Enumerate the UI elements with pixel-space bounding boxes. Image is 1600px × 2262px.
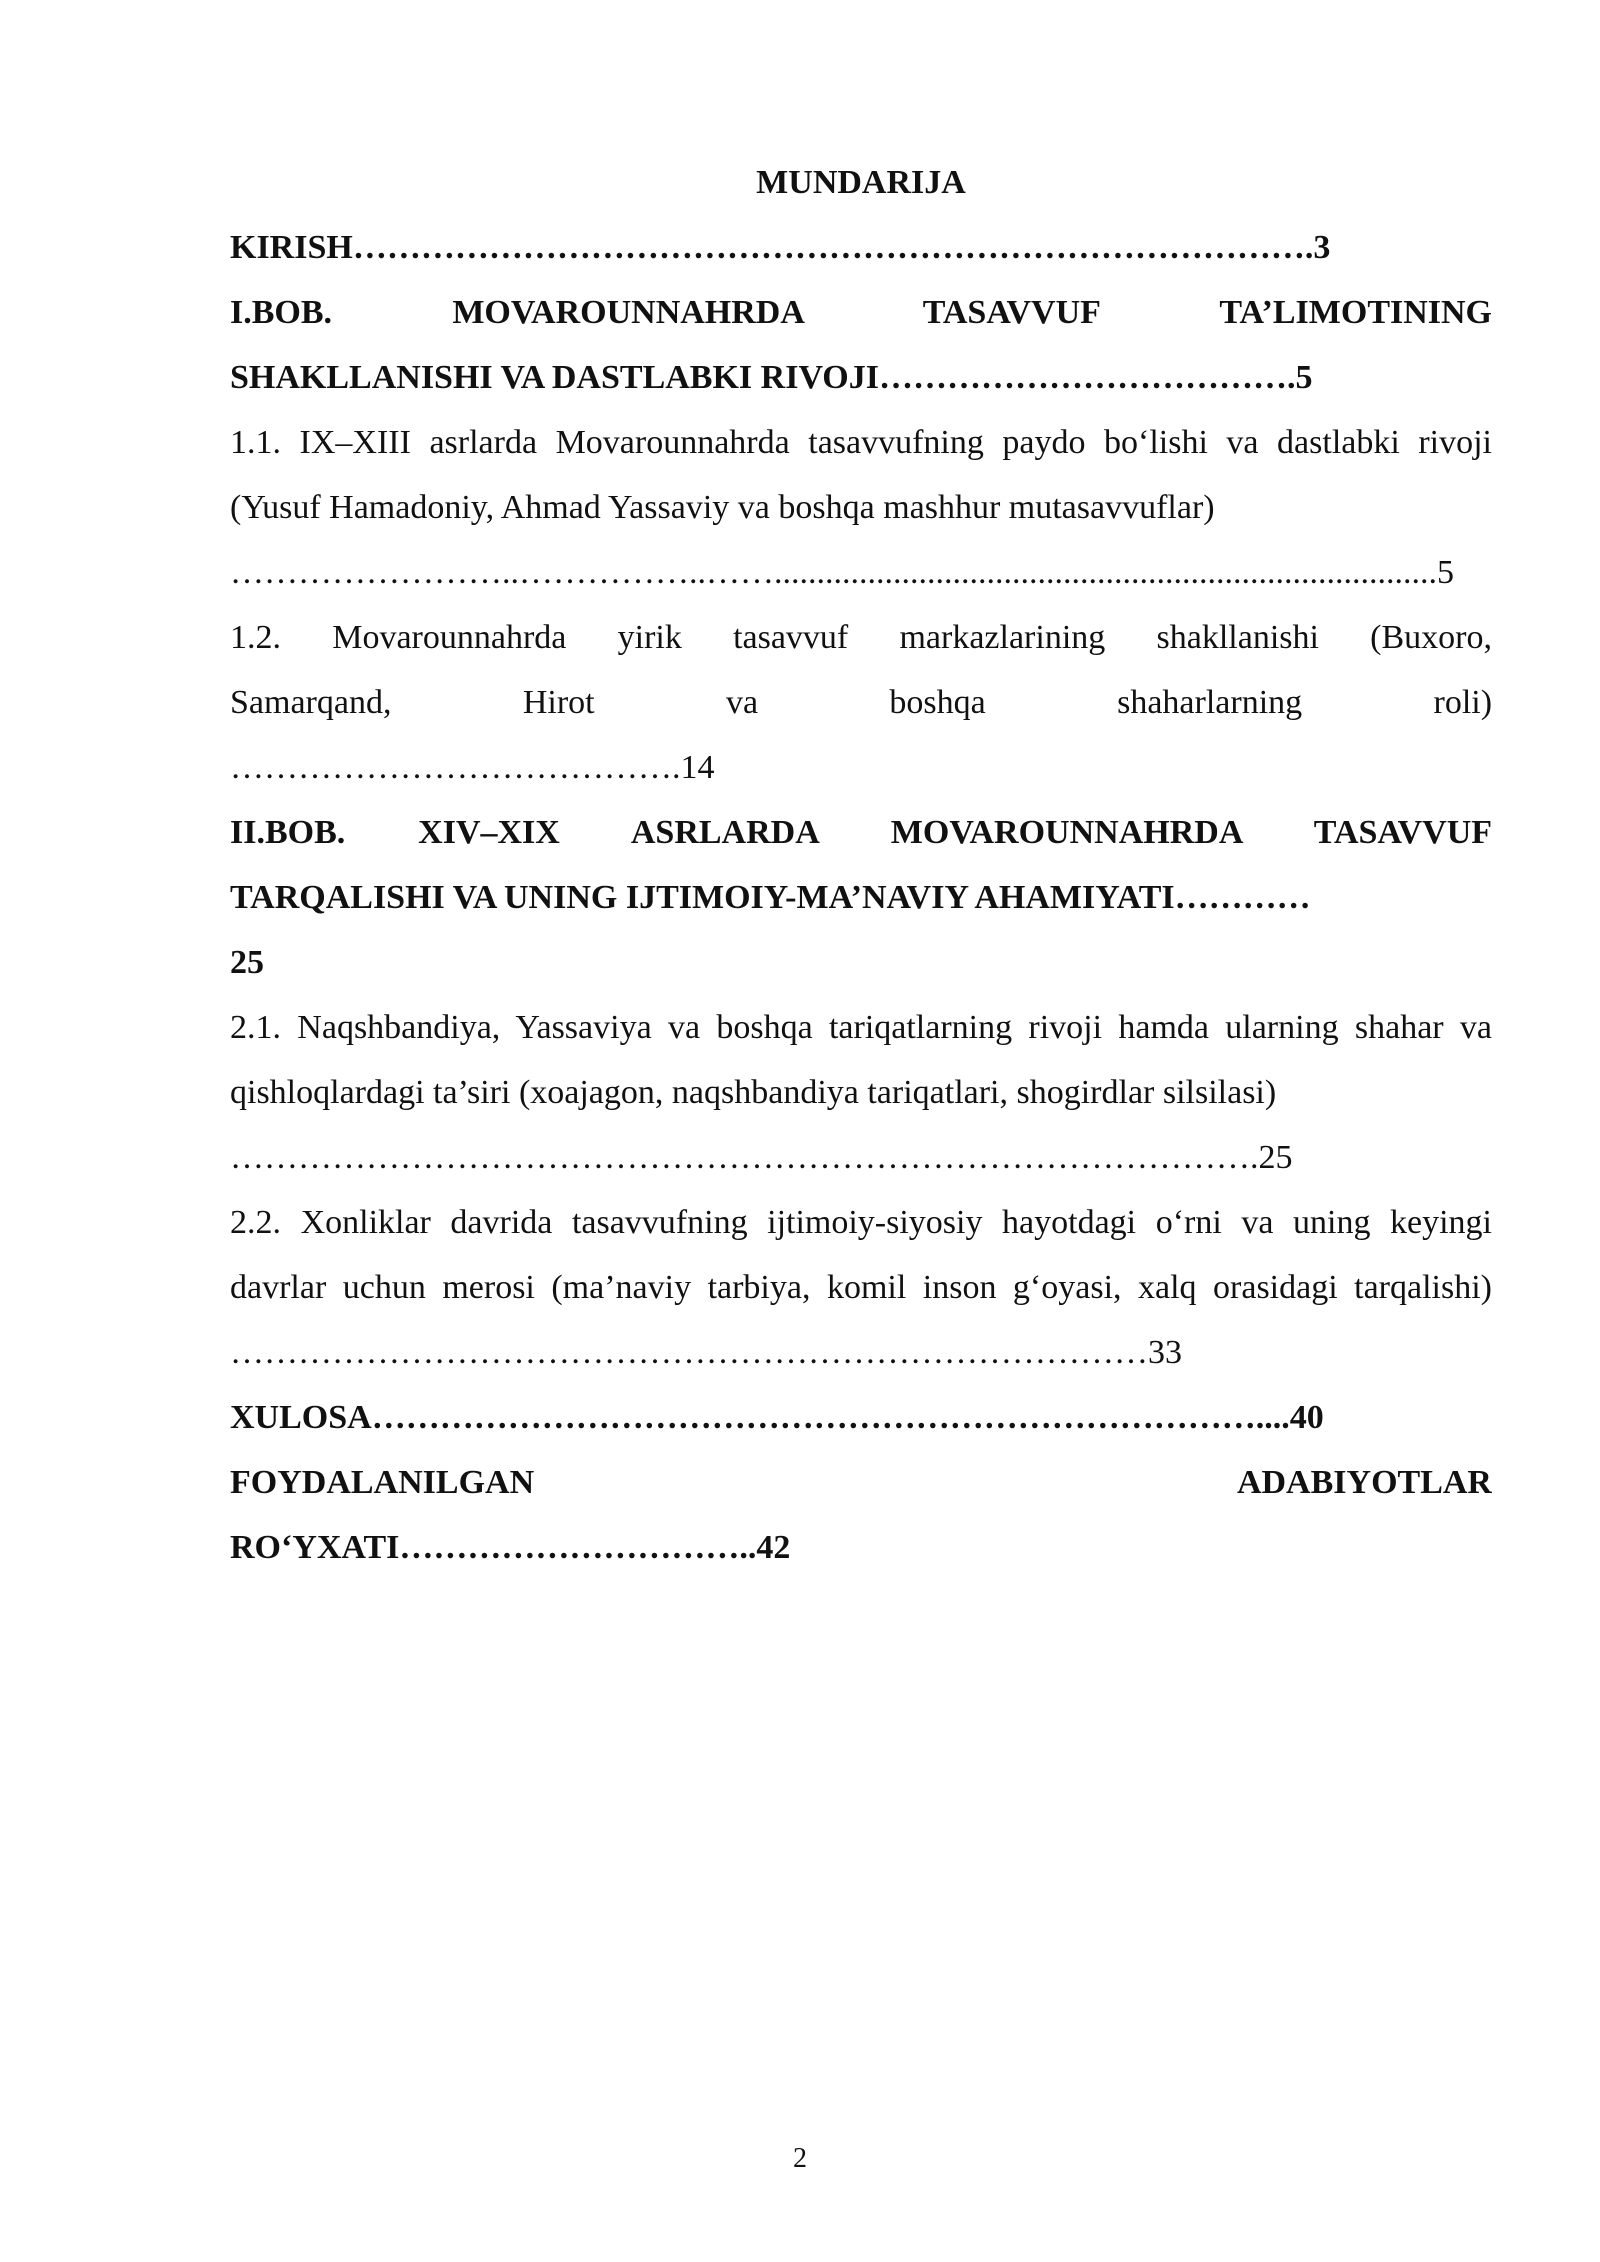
toc-entry-adabiyot-line1 xyxy=(230,1450,1492,1515)
toc-text: MOVAROUNNAHRDA xyxy=(890,814,1242,851)
toc-entry-1-2-line1: 1.2. Movarounnahrda yirik tasavvuf markazlarining shakllanishi (Buxoro, xyxy=(230,619,1492,656)
toc-entry-1-2-line2 xyxy=(230,670,1492,735)
toc-entry-xulosa: XULOSA……………………………………………………………………....40 xyxy=(230,1399,1324,1436)
toc-text: ADABIYOTLAR xyxy=(1236,1464,1492,1501)
toc-entry-1-1-leader: ……………………..……………..……..............................................................................5 xyxy=(230,554,1454,591)
toc-text: shaharlarning xyxy=(1117,684,1303,721)
toc-entry-1-1: 1.1. IX–XIII asrlarda Movarounnahrda tasavvufning paydo bo‘lishi va dastlabki rivoji (Yusuf Hamadoniy, Ahmad Yassaviy va boshqa mashhur mutasavvuflar) xyxy=(230,424,1492,526)
toc-entry-bob2-line1 xyxy=(230,800,1492,865)
toc-text: Samarqand, xyxy=(230,684,392,721)
toc-entry-adabiyot-line2: RO‘YXATI…………………………..42 xyxy=(230,1529,791,1566)
toc-text: boshqa xyxy=(889,684,986,721)
toc-entry-bob2-line2: TARQALISHI VA UNING IJTIMOIY-MA’NAVIY AHAMIYATI………… xyxy=(230,879,1311,916)
toc-text: MOVAROUNNAHRDA xyxy=(452,294,804,331)
toc-text: va xyxy=(725,684,759,721)
toc-entry-2-1: 2.1. Naqshbandiya, Yassaviya va boshqa tariqatlarning rivoji hamda ularning shahar va qishloqlardagi ta’siri (xoajagon, naqshbandiya tariqatlari, shogirdlar silsilasi) xyxy=(230,1009,1492,1111)
toc-entry-bob1-line1 xyxy=(230,280,1492,345)
toc-text: XIV–XIX xyxy=(418,814,560,851)
toc-text: II.BOB. xyxy=(230,814,346,851)
toc-entry-2-2: 2.2. Xonliklar davrida tasavvufning ijtimoiy-siyosiy hayotdagi o‘rni va uning keyingi davrlar uchun merosi (ma’naviy tarbiya, komil inson g‘oyasi, xalq orasidagi tarqalishi) ………………………………………………………………………33 xyxy=(230,1204,1492,1371)
toc-text: TASAVVUF xyxy=(922,294,1100,331)
toc-entry-kirish: KIRISH………………………………………………………………………….3 xyxy=(230,229,1331,266)
toc-text: TASAVVUF xyxy=(1313,814,1492,851)
toc-title: MUNDARIJA xyxy=(756,164,966,201)
toc-text: FOYDALANILGAN xyxy=(230,1464,535,1501)
toc-text: roli) xyxy=(1433,684,1492,721)
toc-text: Hirot xyxy=(522,684,595,721)
toc-text: TA’LIMOTINING xyxy=(1219,294,1492,331)
toc-entry-2-1-leader: ……………………………………………………………………………….25 xyxy=(230,1139,1293,1176)
table-of-contents xyxy=(230,150,1492,1580)
toc-entry-bob2-page: 25 xyxy=(230,944,264,981)
toc-text: I.BOB. xyxy=(230,294,333,331)
toc-text: ASRLARDA xyxy=(630,814,818,851)
page-number: 2 xyxy=(793,2143,807,2174)
toc-entry-bob1-line2: SHAKLLANISHI VA DASTLABKI RIVOJI……………………………….5 xyxy=(230,359,1313,396)
toc-entry-1-2-leader: ………………………………….14 xyxy=(230,749,715,786)
